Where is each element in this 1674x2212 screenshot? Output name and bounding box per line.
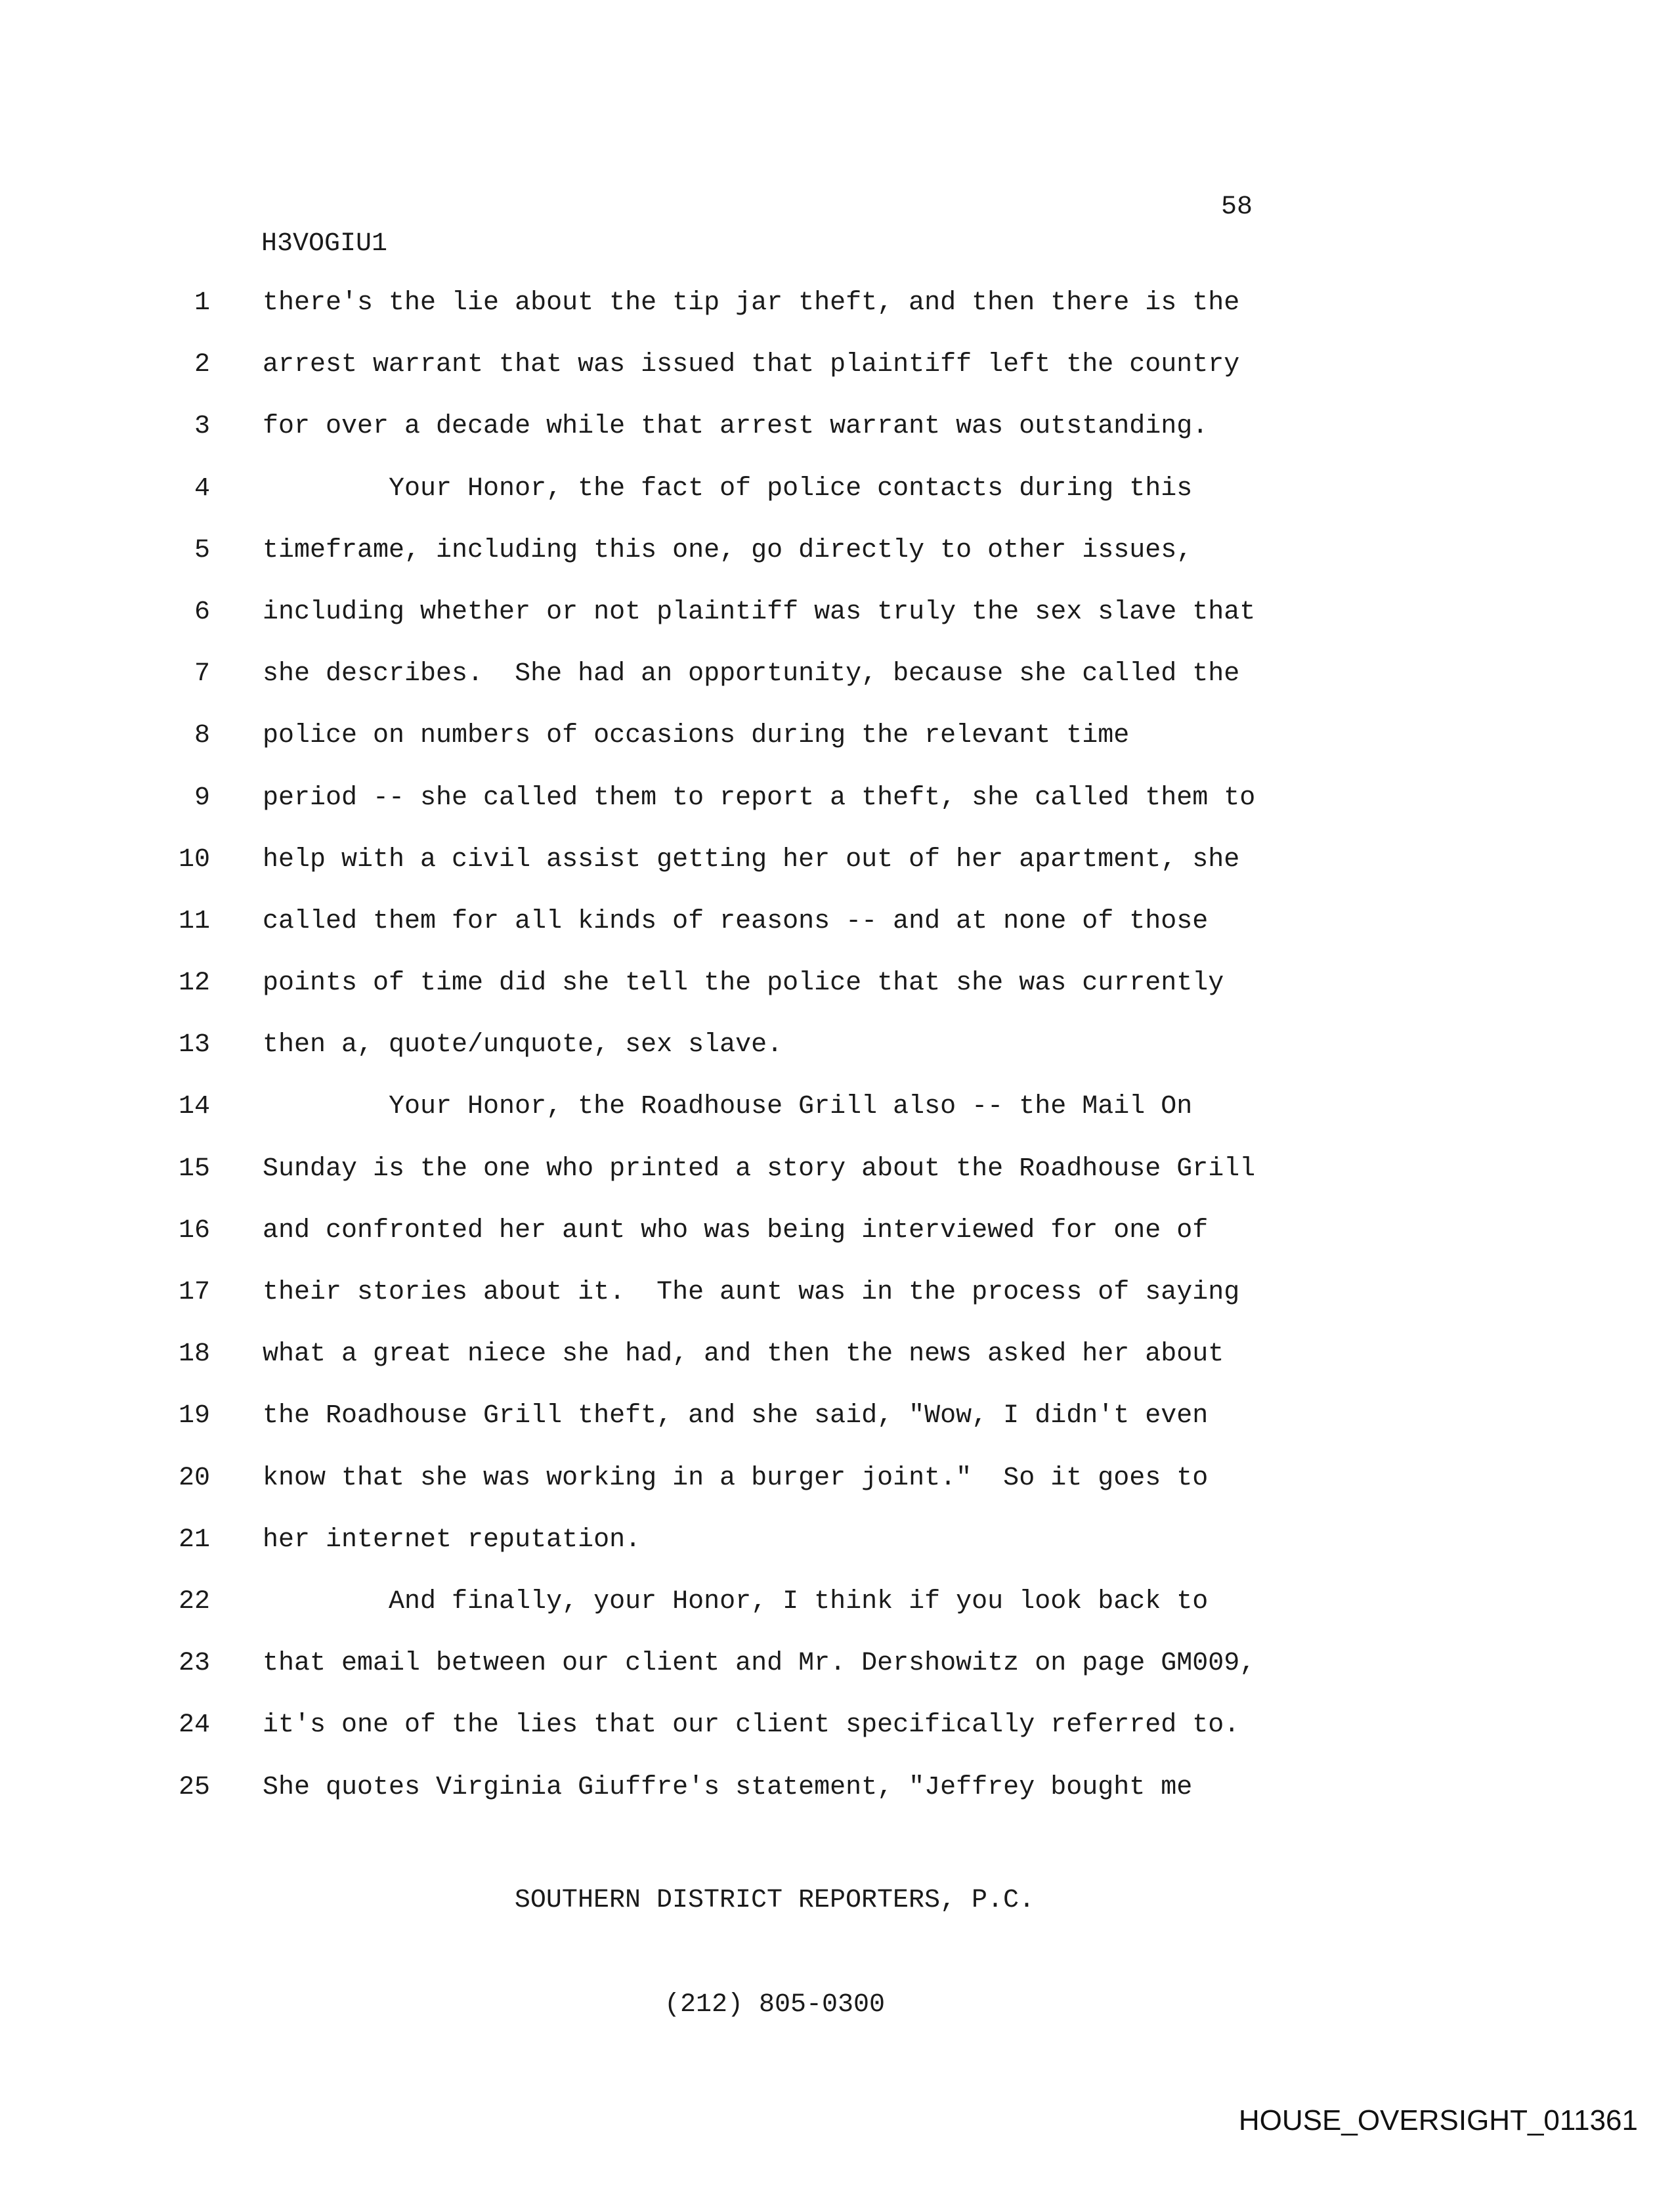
line-number: 6 <box>194 597 210 627</box>
transcript-line <box>0 411 1674 473</box>
line-number: 8 <box>194 721 210 751</box>
line-number: 12 <box>178 968 210 999</box>
line-number: 14 <box>178 1092 210 1122</box>
transcript-line <box>0 659 1674 720</box>
line-number: 22 <box>178 1586 210 1616</box>
transcript-line <box>0 844 1674 906</box>
line-number: 17 <box>178 1278 210 1307</box>
line-text: and confronted her aunt who was being interviewed for one of <box>263 1215 1209 1246</box>
line-number: 24 <box>178 1710 210 1741</box>
line-text: her internet reputation. <box>263 1525 641 1555</box>
line-text: Sunday is the one who printed a story about the Roadhouse Grill <box>263 1154 1256 1184</box>
transcript-line <box>0 783 1674 844</box>
bates-stamp: HOUSE_OVERSIGHT_011361 <box>1238 2104 1638 2136</box>
line-text: help with a civil assist getting her out of her apartment, she <box>263 844 1240 875</box>
transcript-line <box>0 473 1674 535</box>
line-text: there's the lie about the tip jar theft, and then there is the <box>263 288 1240 318</box>
transcript-line <box>0 1277 1674 1339</box>
transcript-session-id: H3VOGIU1 <box>261 229 388 259</box>
line-text: what a great niece she had, and then the news asked her about <box>263 1339 1224 1370</box>
transcript-line <box>0 288 1674 349</box>
transcript-line <box>0 1215 1674 1277</box>
transcript-line <box>0 1154 1674 1215</box>
transcript-line <box>0 535 1674 597</box>
transcript-line <box>0 349 1674 411</box>
line-number: 15 <box>178 1154 210 1184</box>
transcript-line <box>0 720 1674 782</box>
line-text: that email between our client and Mr. Dershowitz on page GM009, <box>263 1649 1256 1679</box>
line-number: 25 <box>178 1772 210 1802</box>
line-number: 21 <box>178 1525 210 1555</box>
line-number: 18 <box>178 1339 210 1370</box>
line-text: arrest warrant that was issued that plaintiff left the country <box>263 350 1240 380</box>
line-text: timeframe, including this one, go directly to other issues, <box>263 535 1193 565</box>
line-number: 23 <box>178 1649 210 1679</box>
transcript-line <box>0 1091 1674 1153</box>
line-text: called them for all kinds of reasons -- and at none of those <box>263 906 1209 936</box>
line-number: 7 <box>194 659 210 689</box>
footer-reporter-phone: (212) 805-0300 <box>664 1990 886 2020</box>
line-number: 5 <box>194 535 210 565</box>
line-text: she describes. She had an opportunity, because she called the <box>263 659 1240 689</box>
transcript-line <box>0 968 1674 1030</box>
line-text: And finally, your Honor, I think if you look back to <box>263 1586 1209 1616</box>
line-number: 9 <box>194 783 210 813</box>
transcript-line <box>0 1339 1674 1400</box>
page-number: 58 <box>1221 192 1253 222</box>
transcript-line <box>0 1648 1674 1710</box>
transcript-line <box>0 1400 1674 1462</box>
line-text: points of time did she tell the police that she was currently <box>263 968 1224 999</box>
line-number: 4 <box>194 473 210 504</box>
line-text: She quotes Virginia Giuffre's statement, "Jeffrey bought me <box>263 1772 1193 1802</box>
transcript-body <box>0 288 1674 1834</box>
line-text: for over a decade while that arrest warrant was outstanding. <box>263 412 1209 442</box>
line-text: period -- she called them to report a theft, she called them to <box>263 783 1256 813</box>
transcript-line <box>0 1586 1674 1648</box>
line-number: 13 <box>178 1030 210 1060</box>
line-number: 3 <box>194 412 210 442</box>
transcript-line <box>0 906 1674 968</box>
line-number: 2 <box>194 350 210 380</box>
line-number: 19 <box>178 1401 210 1431</box>
line-text: including whether or not plaintiff was truly the sex slave that <box>263 597 1256 627</box>
line-text: Your Honor, the Roadhouse Grill also -- the Mail On <box>263 1092 1193 1122</box>
transcript-line <box>0 1710 1674 1771</box>
transcript-line <box>0 597 1674 659</box>
line-text: know that she was working in a burger joint." So it goes to <box>263 1463 1209 1493</box>
line-number: 11 <box>178 906 210 936</box>
line-text: Your Honor, the fact of police contacts during this <box>263 473 1193 504</box>
line-number: 1 <box>194 288 210 318</box>
footer-reporter-name: SOUTHERN DISTRICT REPORTERS, P.C. <box>514 1886 1035 1915</box>
line-text: their stories about it. The aunt was in the process of saying <box>263 1278 1240 1307</box>
line-number: 20 <box>178 1463 210 1493</box>
line-text: then a, quote/unquote, sex slave. <box>263 1030 783 1060</box>
line-text: the Roadhouse Grill theft, and she said, "Wow, I didn't even <box>263 1401 1209 1431</box>
line-text: police on numbers of occasions during the relevant time <box>263 721 1130 751</box>
transcript-line <box>0 1463 1674 1525</box>
line-number: 16 <box>178 1215 210 1246</box>
transcript-line <box>0 1525 1674 1586</box>
line-number: 10 <box>178 844 210 875</box>
reporter-footer <box>263 1813 1287 2092</box>
line-text: it's one of the lies that our client specifically referred to. <box>263 1710 1240 1741</box>
transcript-line <box>0 1030 1674 1091</box>
